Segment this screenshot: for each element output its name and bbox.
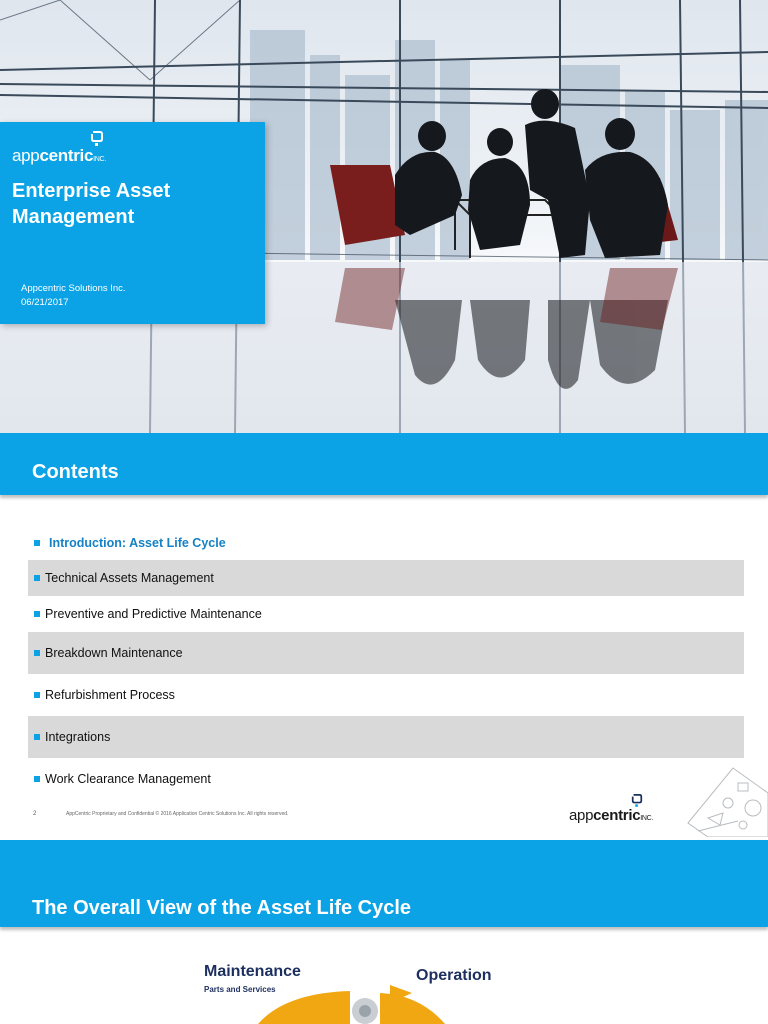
square-bullet-icon: [34, 692, 40, 698]
page-number: 2: [33, 811, 37, 817]
toc-item-refurbishment[interactable]: [28, 674, 744, 716]
square-bullet-icon: [34, 650, 40, 656]
square-bullet-icon: [34, 734, 40, 740]
appcentric-logo-icon: [90, 130, 104, 146]
decorative-icons-graphic: [678, 763, 768, 837]
presenter-company: Appcentric Solutions Inc.: [21, 283, 126, 294]
presentation-date: 06/21/2017: [21, 297, 69, 308]
toc-item-label: Breakdown Maintenance: [45, 646, 183, 660]
toc-item-label: Refurbishment Process: [45, 688, 175, 702]
toc-item-label: Technical Assets Management: [45, 571, 214, 585]
presentation-title: Enterprise Asset Management: [12, 180, 171, 228]
contents-title: Contents: [32, 461, 119, 483]
appcentric-logo-text: appcentricINC.: [12, 146, 106, 165]
maintenance-sub-label: Parts and Services: [204, 985, 276, 994]
toc-item-label: Preventive and Predictive Maintenance: [45, 607, 262, 621]
appcentric-logo-text: appcentricINC.: [569, 807, 654, 824]
overview-title: The Overall View of the Asset Life Cycle: [32, 897, 412, 919]
toc-item-label: Introduction: Asset Life Cycle: [49, 536, 226, 550]
maintenance-label: Maintenance: [204, 963, 301, 980]
toc-item-integrations[interactable]: [28, 716, 744, 758]
contents-slide: [0, 433, 768, 837]
contents-header-bar: [0, 433, 768, 495]
toc-item-preventive-maintenance[interactable]: [28, 596, 744, 632]
overview-slide: [0, 837, 768, 1024]
title-slide: [0, 0, 768, 433]
appcentric-logo-icon: [631, 793, 643, 807]
square-bullet-icon: [34, 575, 40, 581]
appcentric-logo: [12, 130, 152, 170]
appcentric-footer-logo: [569, 791, 679, 825]
operation-label: Operation: [416, 967, 492, 984]
overview-header-bar: [0, 840, 768, 927]
square-bullet-icon: [34, 611, 40, 617]
toc-item-label: Work Clearance Management: [45, 772, 211, 786]
footer-confidential-text: AppCentric Proprietary and Confidential © 2016 Application Centric Solutions Inc. All rights reserved.: [66, 811, 289, 817]
square-bullet-icon: [34, 540, 40, 546]
toc-item-label: Integrations: [45, 730, 111, 744]
toc-item-technical-assets[interactable]: [28, 560, 744, 596]
toc-item-breakdown-maintenance[interactable]: [28, 632, 744, 674]
square-bullet-icon: [34, 776, 40, 782]
toc-item-introduction[interactable]: [28, 526, 744, 560]
